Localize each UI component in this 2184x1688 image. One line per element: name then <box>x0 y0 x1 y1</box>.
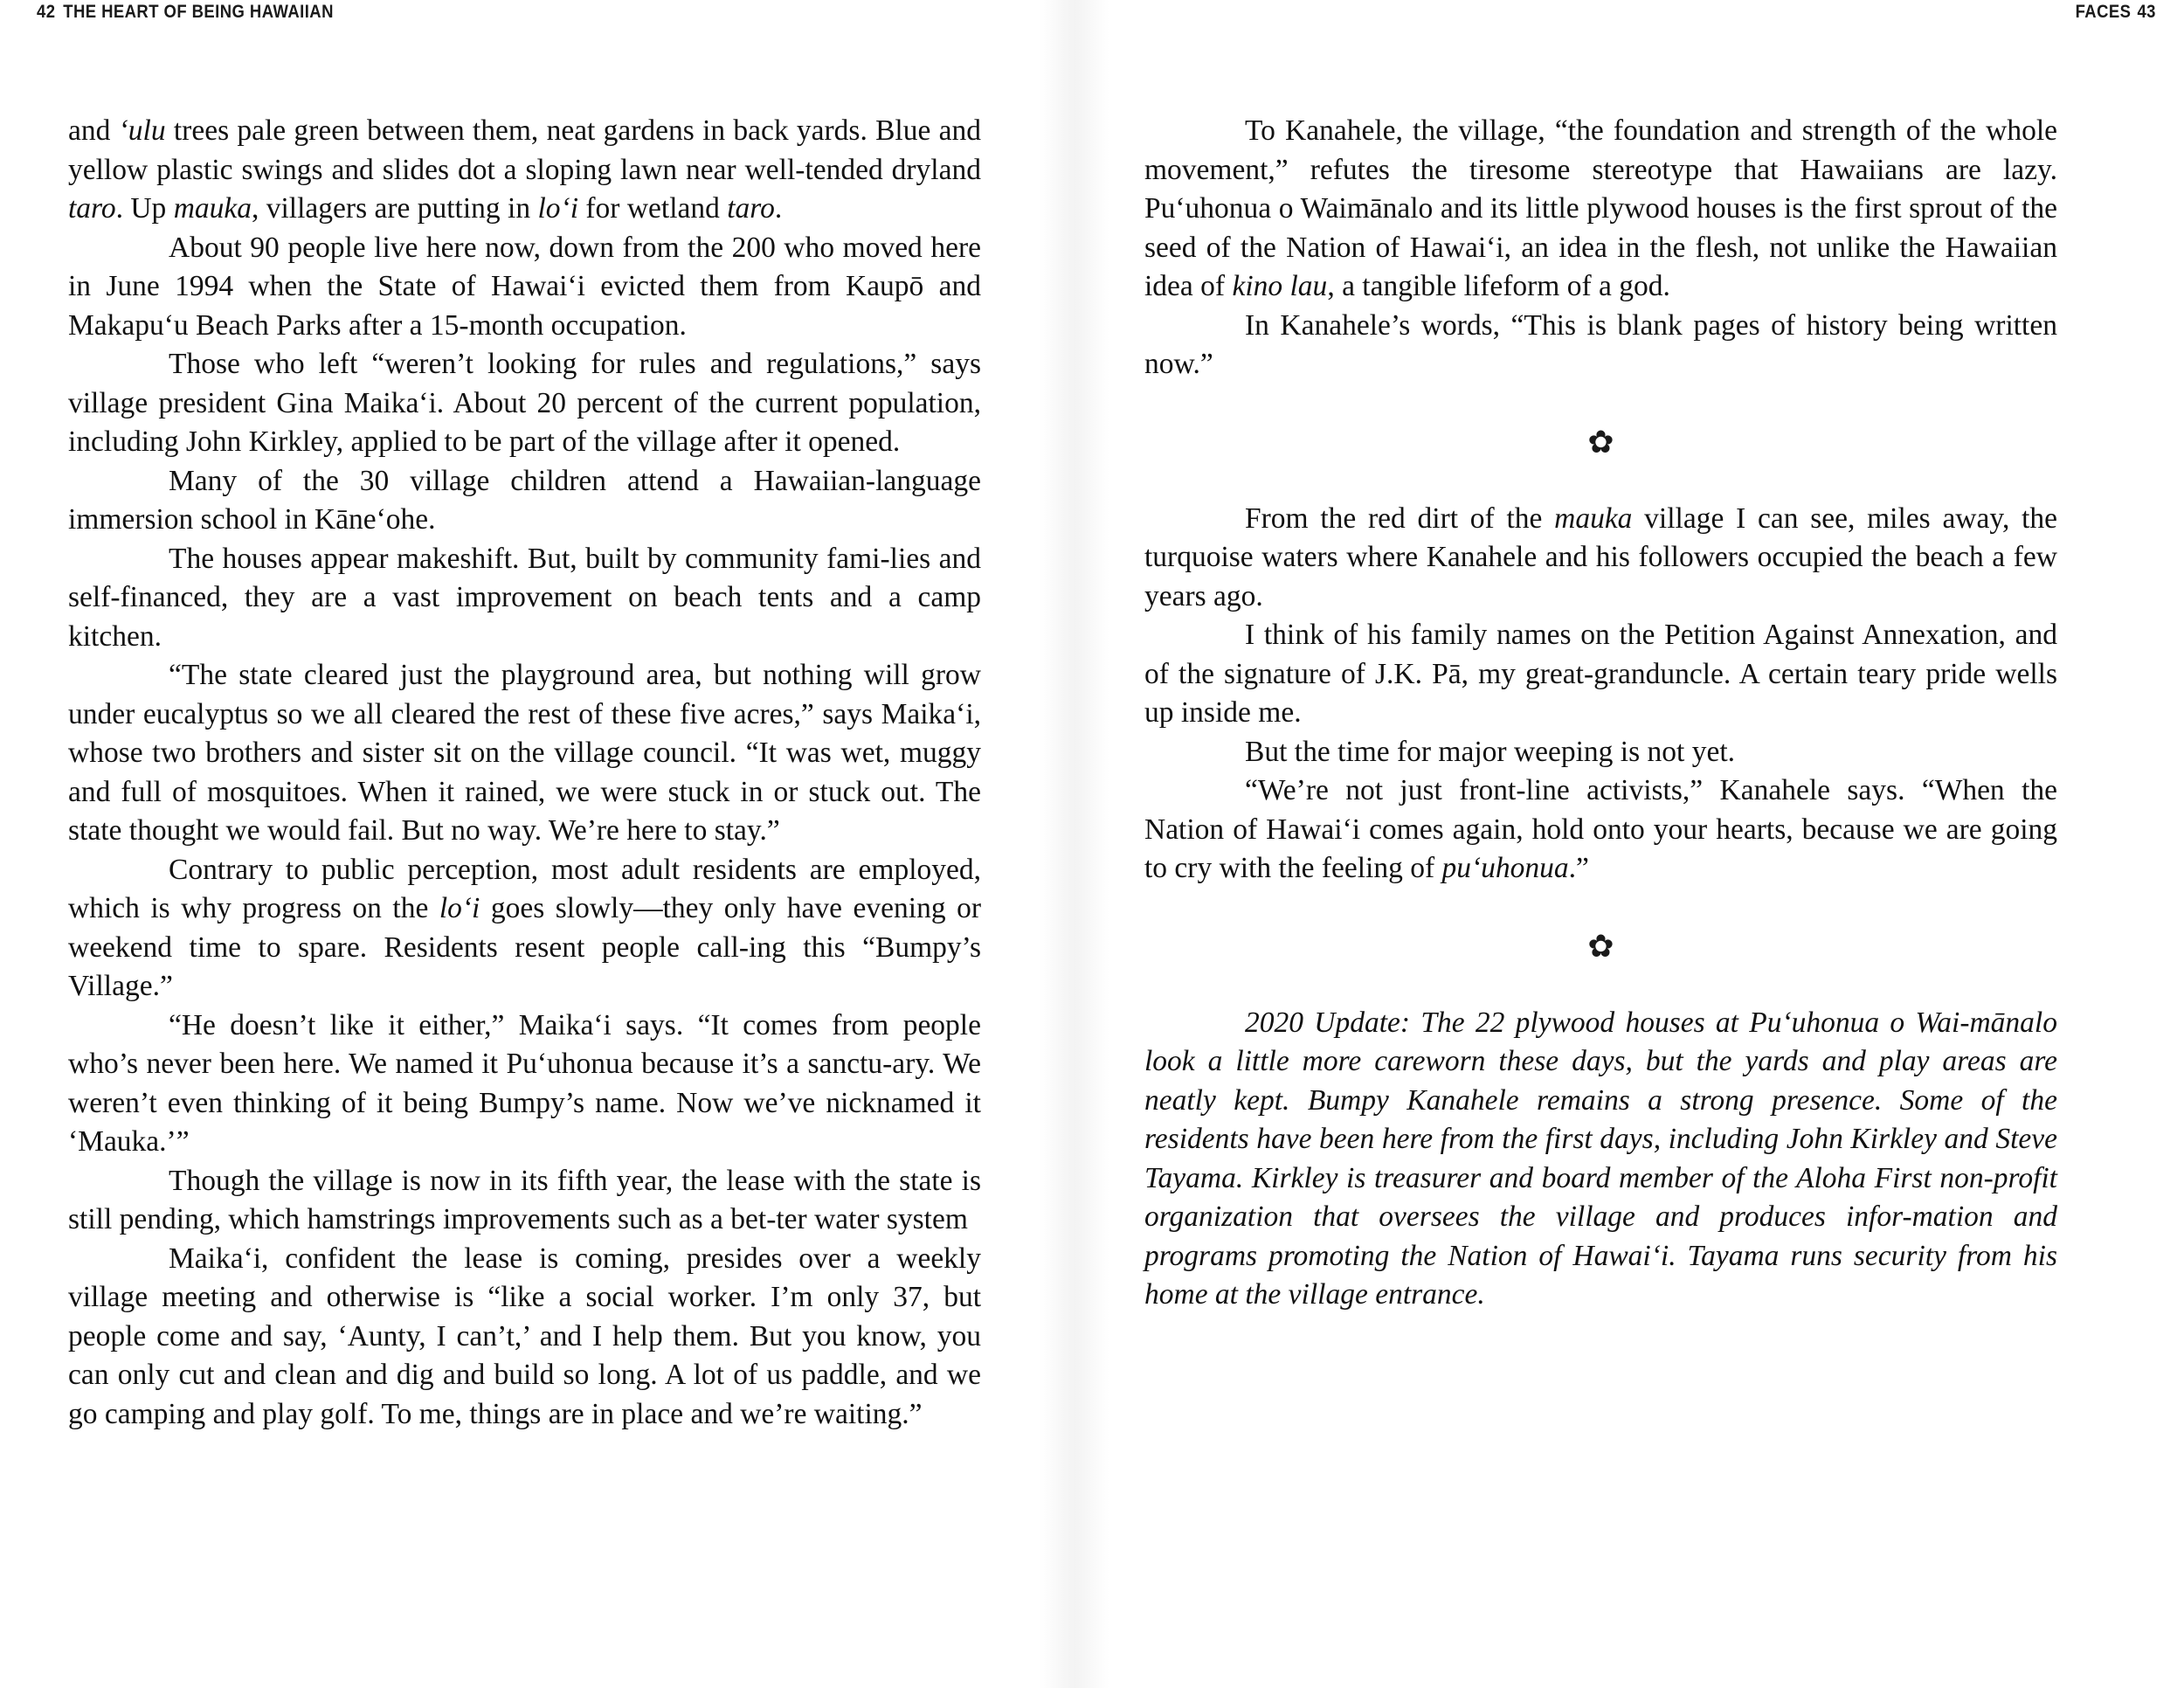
italic-term: mauka <box>173 192 252 225</box>
text-run: .” <box>1568 852 1589 884</box>
paragraph <box>68 851 981 1007</box>
paragraph <box>68 345 981 462</box>
italic-term: mauka <box>1554 502 1633 535</box>
text-run: for wetland <box>578 192 728 225</box>
left-running-title: THE HEART OF BEING HAWAIIAN <box>63 2 334 22</box>
paragraph <box>68 229 981 346</box>
paragraph <box>68 462 981 540</box>
paragraph <box>68 540 981 657</box>
paragraph <box>1144 771 2057 889</box>
text-run: I think of his family names on the Petition Against Annexation, and of the signature of J.K. Pā, my great-granduncle. A certain teary pride wells up inside me. <box>1144 619 2057 729</box>
text-run: “The state cleared just the playground area, but nothing will grow under eucalyptus so we all cleared the rest of these five acres,” says Maika‘i, whose two brothers and sister sit on the village council. “It was wet, muggy and full of mosquitoes. When it rained, we were stuck in or stuck out. The state thought we would fail. But no way. We’re here to stay.” <box>68 659 981 847</box>
right-page-body <box>1144 112 2057 1315</box>
left-running-head <box>37 2 334 23</box>
paragraph <box>1144 307 2057 384</box>
text-run: goes slowly—they only have evening or weekend time to spare. Residents resent people call-ing this “Bumpy’s Village.” <box>68 892 981 1002</box>
text-run: , a tangible lifeform of a god. <box>1327 270 1670 302</box>
text-run: To Kanahele, the village, “the foundation and strength of the whole movement,” refutes the tiresome stereotype that Hawaiians are lazy. Pu‘uhonua o Waimānalo and its little plywood houses is the first sprout of the seed of the Nation of Hawai‘i, an idea in the flesh, not unlike the Hawaiian idea of <box>1144 114 2057 302</box>
text-run: “We’re not just front-line activists,” Kanahele says. “When the Nation of Hawai‘i comes again, hold onto your hearts, because we are going to cry with the feeling of <box>1144 774 2057 884</box>
section-two <box>1144 500 2057 889</box>
text-run: trees pale green between them, neat gardens in back yards. Blue and yellow plastic swings and slides dot a sloping lawn near well-tended dryland <box>68 114 981 186</box>
text-run: Maika‘i, confident the lease is coming, presides over a weekly village meeting and otherwise is “like a social worker. I’m only 37, but people come and say, ‘Aunty, I can’t,’ and I help them. But you know, you can only cut and clean and dig and build so long. A lot of us paddle, and we go camping and play golf. To me, things are in place and we’re waiting.” <box>68 1242 981 1430</box>
text-run: village I can see, miles away, the turquoise waters where Kanahele and his followers occupied the beach a few years ago. <box>1144 502 2057 612</box>
paragraph <box>1144 616 2057 733</box>
text-run: But the time for major weeping is not yet. <box>1245 735 1736 768</box>
text-run: , villagers are putting in <box>252 192 538 225</box>
italic-term: lo‘i <box>537 192 579 225</box>
left-page-body <box>68 112 981 1434</box>
paragraph <box>1144 733 2057 772</box>
paragraph <box>68 112 981 229</box>
text-run: . <box>774 192 783 225</box>
paragraph <box>68 1240 981 1435</box>
right-running-head <box>2076 2 2156 23</box>
text-run: About 90 people live here now, down from the 200 who moved here in June 1994 when the State of Hawai‘i evicted them from Kaupō and Makapu‘u Beach Parks after a 15-month occupation. <box>68 231 981 342</box>
section-break-ornament: ✿ <box>1587 424 1614 460</box>
paragraph <box>1144 500 2057 617</box>
paragraph <box>1144 1004 2057 1315</box>
text-run: In Kanahele’s words, “This is blank pages of history being written now.” <box>1144 308 2057 380</box>
gutter <box>1040 0 1109 1688</box>
text-run: The houses appear makeshift. But, built by community fami-lies and self-financed, they are a vast improvement on beach tents and a camp kitchen. <box>68 542 981 653</box>
left-page-number: 42 <box>37 2 56 22</box>
section-one <box>1144 112 2057 384</box>
section-break-ornament: ✿ <box>1587 928 1614 964</box>
italic-term: lo‘i <box>439 892 480 924</box>
text-run: “He doesn’t like it either,” Maika‘i says. “It comes from people who’s never been here. We named it Pu‘uhonua because it’s a sanctu-ary. We weren’t even thinking of it being Bumpy’s name. Now we’ve nicknamed it ‘Mauka.’” <box>68 1008 981 1158</box>
italic-term: ‘ulu <box>118 114 166 147</box>
right-running-title: FACES <box>2075 2 2132 22</box>
text-run: and <box>68 114 119 147</box>
italic-term: taro <box>727 192 775 225</box>
text-run: Contrary to public perception, most adult residents are employed, which is why progress on the <box>68 853 981 924</box>
text-run: Many of the 30 village children attend a Hawaiian-language immersion school in Kāne‘ohe. <box>68 464 981 536</box>
text-run: From the red dirt of the <box>1245 502 1555 535</box>
text-run: . Up <box>115 192 174 225</box>
italic-term: kino lau <box>1232 270 1328 302</box>
italic-term: pu‘uhonua <box>1441 852 1569 884</box>
paragraph <box>68 656 981 851</box>
italic-term: taro <box>68 192 116 225</box>
text-run: 2020 Update: The 22 plywood houses at Pu‘uhonua o Wai-mānalo look a little more careworn these days, but the yards and play areas are neatly kept. Bumpy Kanahele remains a strong presence. Some of the residents have been here from the first days, including John Kirkley and Steve Tayama. Kirkley is treasurer and board member of the Aloha First non-profit organization that oversees the village and produces infor-mation and programs promoting the Nation of Hawai‘i. Tayama runs security from his home at the village entrance. <box>1144 1006 2057 1311</box>
update-2020 <box>1144 1004 2057 1315</box>
paragraph <box>68 1162 981 1240</box>
text-run: Those who left “weren’t looking for rules and regulations,” says village president Gina Maika‘i. About 20 percent of the current population, including John Kirkley, applied to be part of the village after it opened. <box>68 348 981 458</box>
paragraph <box>68 1007 981 1162</box>
paragraph <box>1144 112 2057 307</box>
text-run: Though the village is now in its fifth year, the lease with the state is still pending, which hamstrings improvements such as a bet-ter water system <box>68 1164 981 1235</box>
right-page-number: 43 <box>2137 2 2156 22</box>
